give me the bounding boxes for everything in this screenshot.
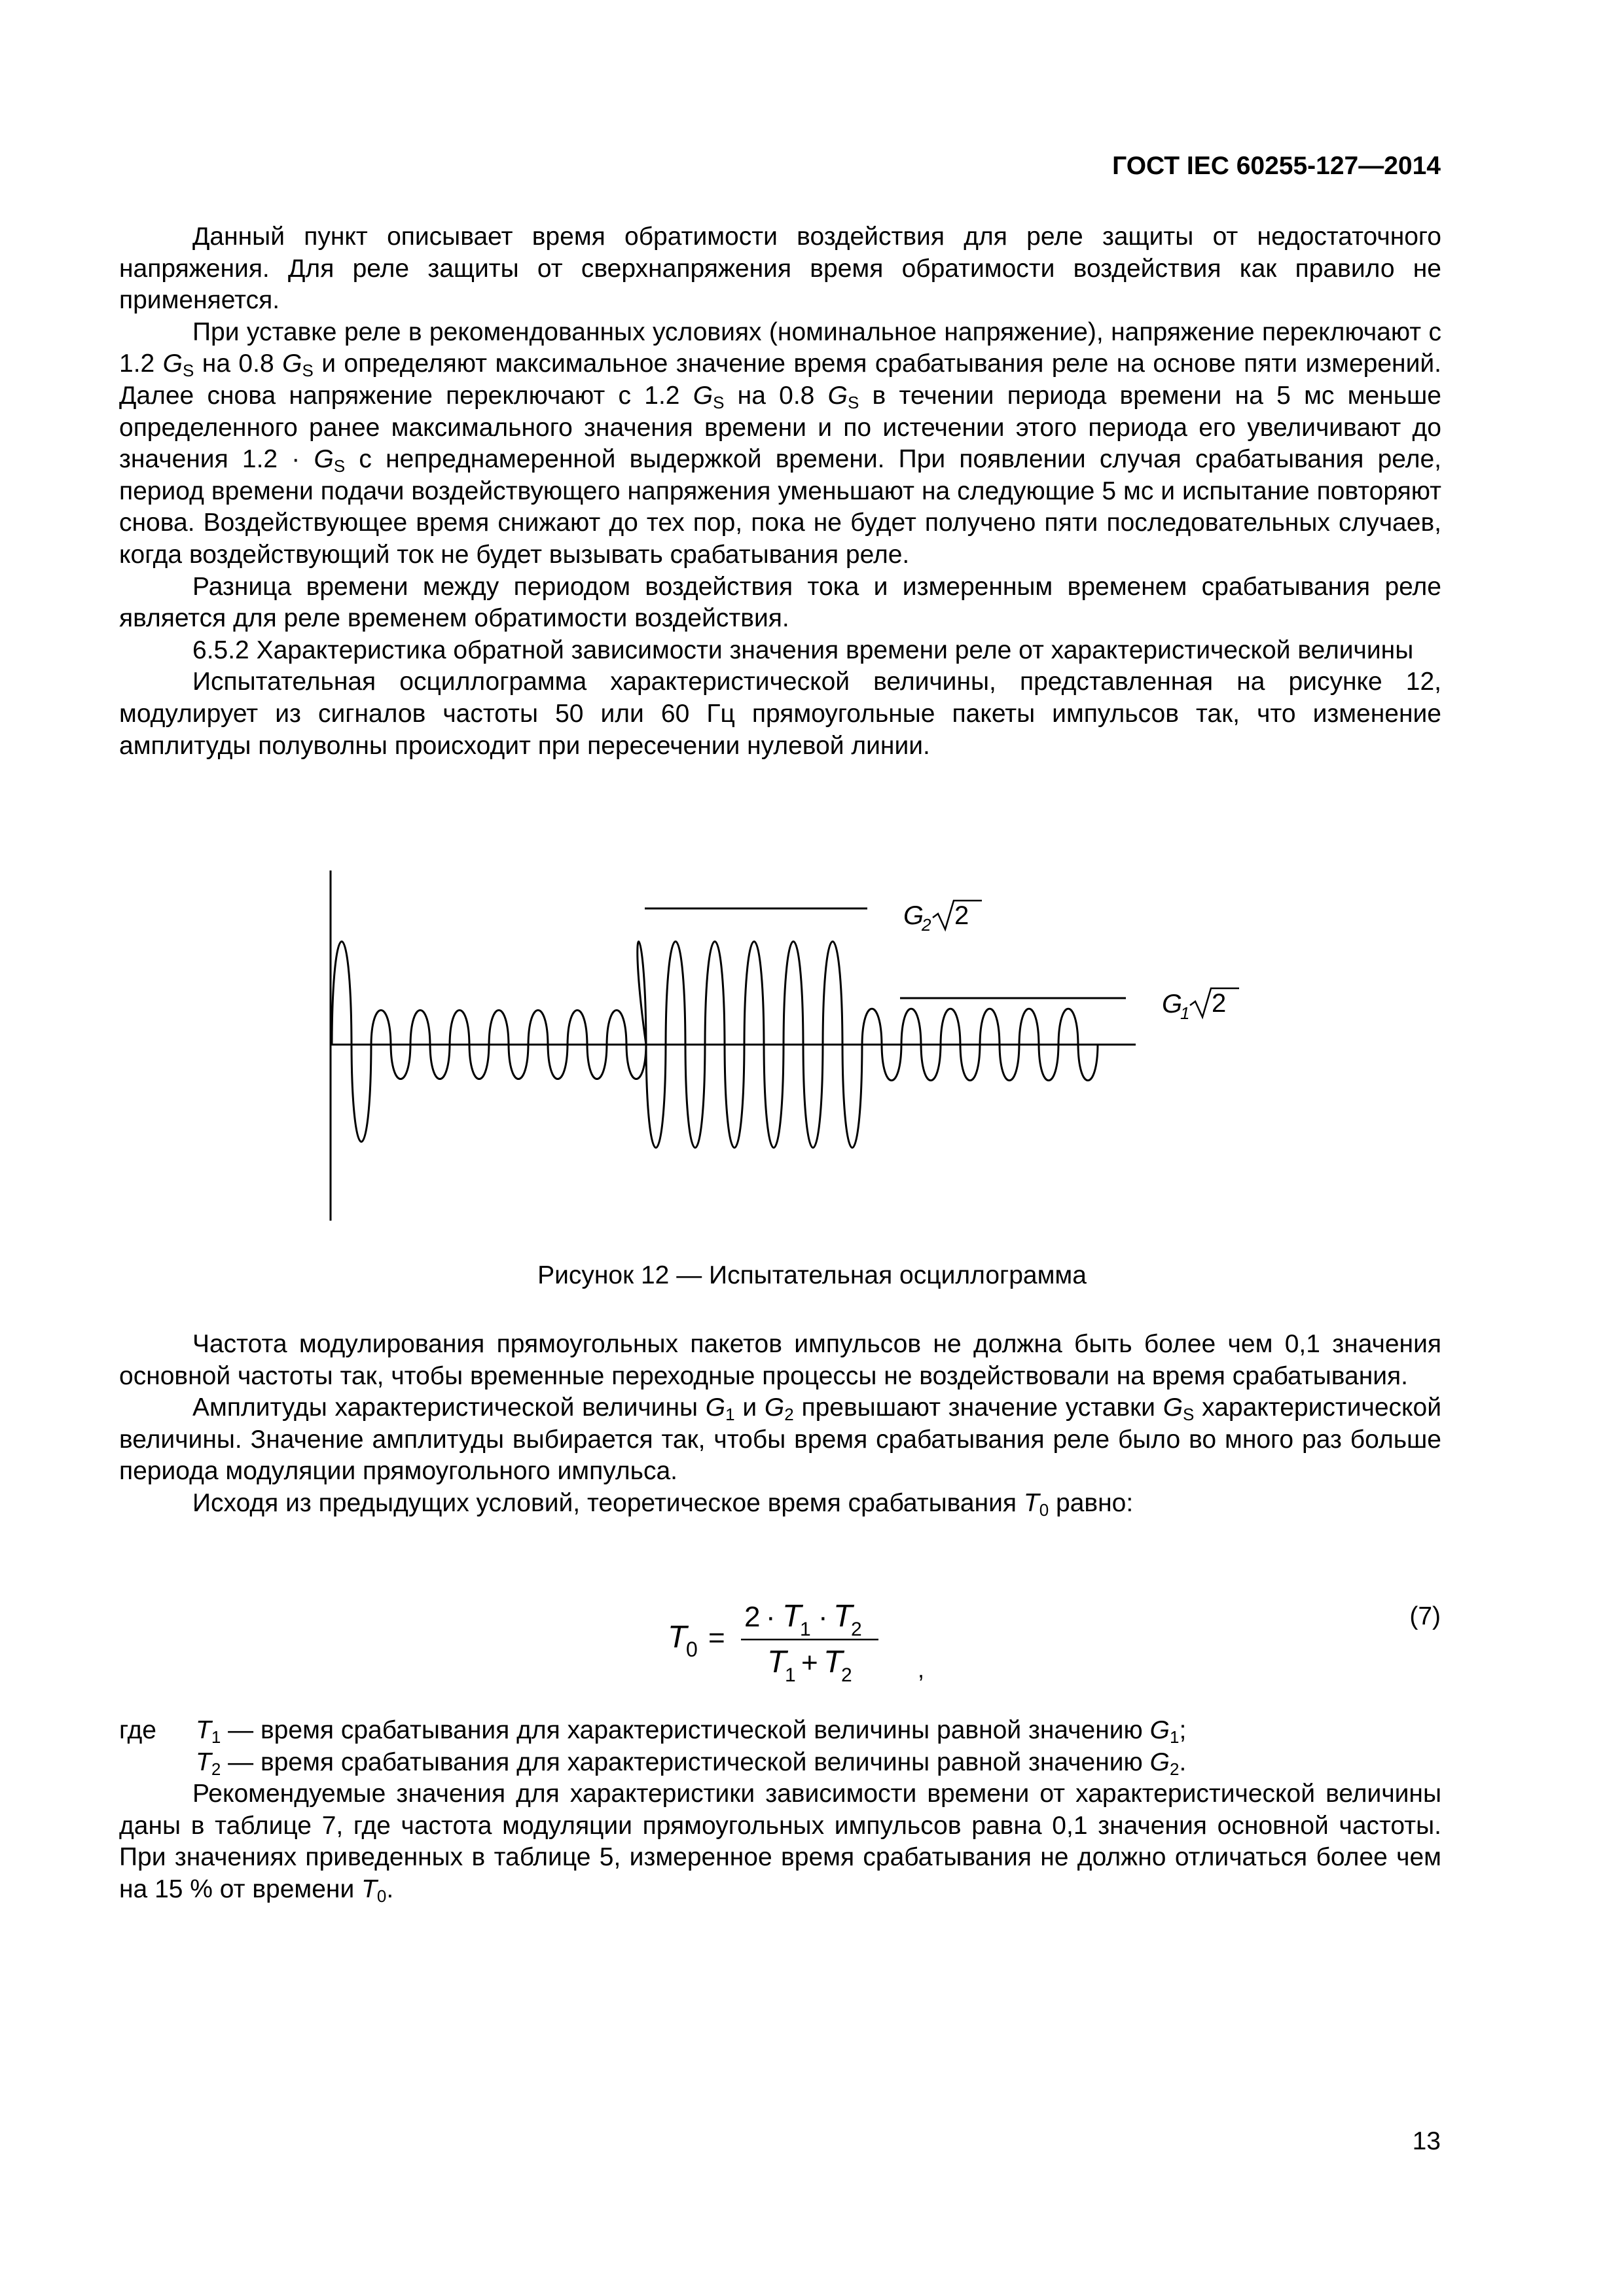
formula-dot-1: · [766,1601,776,1633]
paragraph-6: Частота модулирования прямоугольных пакетов импульсов не должна быть более чем 0,1 значения основной частоты так, чтобы временные переходные процессы не воздействовали на время срабатывания. [119,1330,1441,1390]
label-g1-sqrt-radicand: 2 [1212,989,1227,1018]
where-item-t1 [119,1715,1441,1747]
formula-denominator-sub1: 1 [785,1664,796,1686]
label-g2-sqrt2 [903,901,982,935]
formula-numerator-t1: T [782,1599,802,1634]
page-number: 13 [1412,2127,1441,2155]
formula-denominator-sub2: 2 [841,1664,852,1686]
where-list [119,1715,1441,1906]
figure-caption: Рисунок 12 — Испытательная осциллограмма [537,1261,1087,1289]
section-heading-6-5-2: 6.5.2 Характеристика обратной зависимости значения времени реле от характеристической величины [192,636,1414,664]
label-g2-sqrt-radicand: 2 [954,901,969,930]
where-text-t1: $T_1$ — время срабатывания для характеристической величины равной значению $G_1$; [196,1716,1187,1747]
formula-numerator-sub1: 1 [800,1619,811,1640]
paragraph-2: При уставке реле в рекомендованных условиях (номинальное напряжение), напряжение переключают с 1.2 $G_S$ на 0.8 $G_S$ и определяют максимальное значение время срабатывания реле на основе пяти измерений. Далее снова напряжение переключают с 1.2 $G_S$ на 0.8 $G_S$ в течении периода времени на 5 мс меньше определенного ранее максимального значения времени и по истечении этого периода его увеличивают до значения $1.2 \cdot G_S$ с непреднамеренной выдержкой времени. При появлении случая срабатывания реле, период времени подачи воздействующего напряжения уменьшают на следующие 5 мс и испытание повторяют снова. Воздействующее время снижают до тех пор, пока не будет получено пяти последовательных случаев, когда воздействующий ток не будет вызывать срабатывания реле. [119,317,1441,569]
paragraph-9: Рекомендуемые значения для характеристики зависимости времени от характеристической величины даны в таблице 7, где частота модуляции прямоугольных импульсов равна 0,1 значения основной частоты. При значениях приведенных в таблице 5, измеренное время срабатывания не должно отличаться более чем на 15 % от времени $T_0$. [119,1780,1441,1906]
paragraph-8: Исходя из предыдущих условий, теоретическое время срабатывания $T_0$ равно: [192,1488,1134,1520]
formula-comma: , [918,1656,925,1683]
label-g1-sqrt2 [1162,988,1239,1023]
equation-number: (7) [1409,1602,1441,1630]
formula-lhs-t: T [668,1620,687,1655]
formula-denominator-t1: T [767,1645,787,1679]
paragraph-1: Данный пункт описывает время обратимости воздействия для реле защиты от недостаточного напряжения. Для реле защиты от сверхнапряжения время обратимости воздействия как правило не применяется. [119,223,1441,315]
label-g1-letter: G [1162,990,1183,1018]
formula-numerator-2: 2 [744,1601,761,1633]
oscillogram-figure [0,851,1624,1257]
formula-denominator-t2: T [823,1645,843,1679]
formula-equals: = [708,1622,725,1654]
formula-plus: + [801,1647,818,1679]
document-header: ГОСТ IEC 60255-127—2014 [1112,152,1441,180]
label-g1-subscript: 1 [1180,1003,1190,1023]
where-text-t2: $T_2$ — время срабатывания для характеристической величины равной значению $G_2$. [196,1748,1187,1779]
label-g2-letter: G [903,901,924,930]
label-g2-subscript: 2 [922,915,931,935]
formula-numerator-t2: T [833,1599,853,1634]
formula-lhs-subscript: 0 [686,1638,698,1661]
paragraph-7: Амплитуды характеристической величины $G_1$ и $G_2$ превышают значение уставки $G_S$ характеристической величины. Значение амплитуды выбирается так, чтобы время срабатывания реле было во много раз больше периода модуляции прямоугольного импульса. [119,1393,1441,1486]
text-block-upper [119,221,1441,762]
paragraph-5: Испытательная осциллограмма характеристической величины, представленная на рисунке 12, модулирует из сигналов частоты 50 или 60 Гц прямоугольные пакеты импульсов так, что изменение амплитуды полуволны происходит при пересечении нулевой линии. [119,668,1441,760]
formula-dot-2: · [818,1601,828,1633]
text-block-middle [119,1329,1441,1520]
formula-7 [661,1581,923,1692]
where-item-t2 [119,1747,1441,1779]
formula-numerator-sub2: 2 [851,1619,862,1640]
where-label: где [119,1716,156,1744]
paragraph-3: Разница времени между периодом воздействия тока и измеренным временем срабатывания реле является для реле временем обратимости воздействия. [119,572,1441,633]
